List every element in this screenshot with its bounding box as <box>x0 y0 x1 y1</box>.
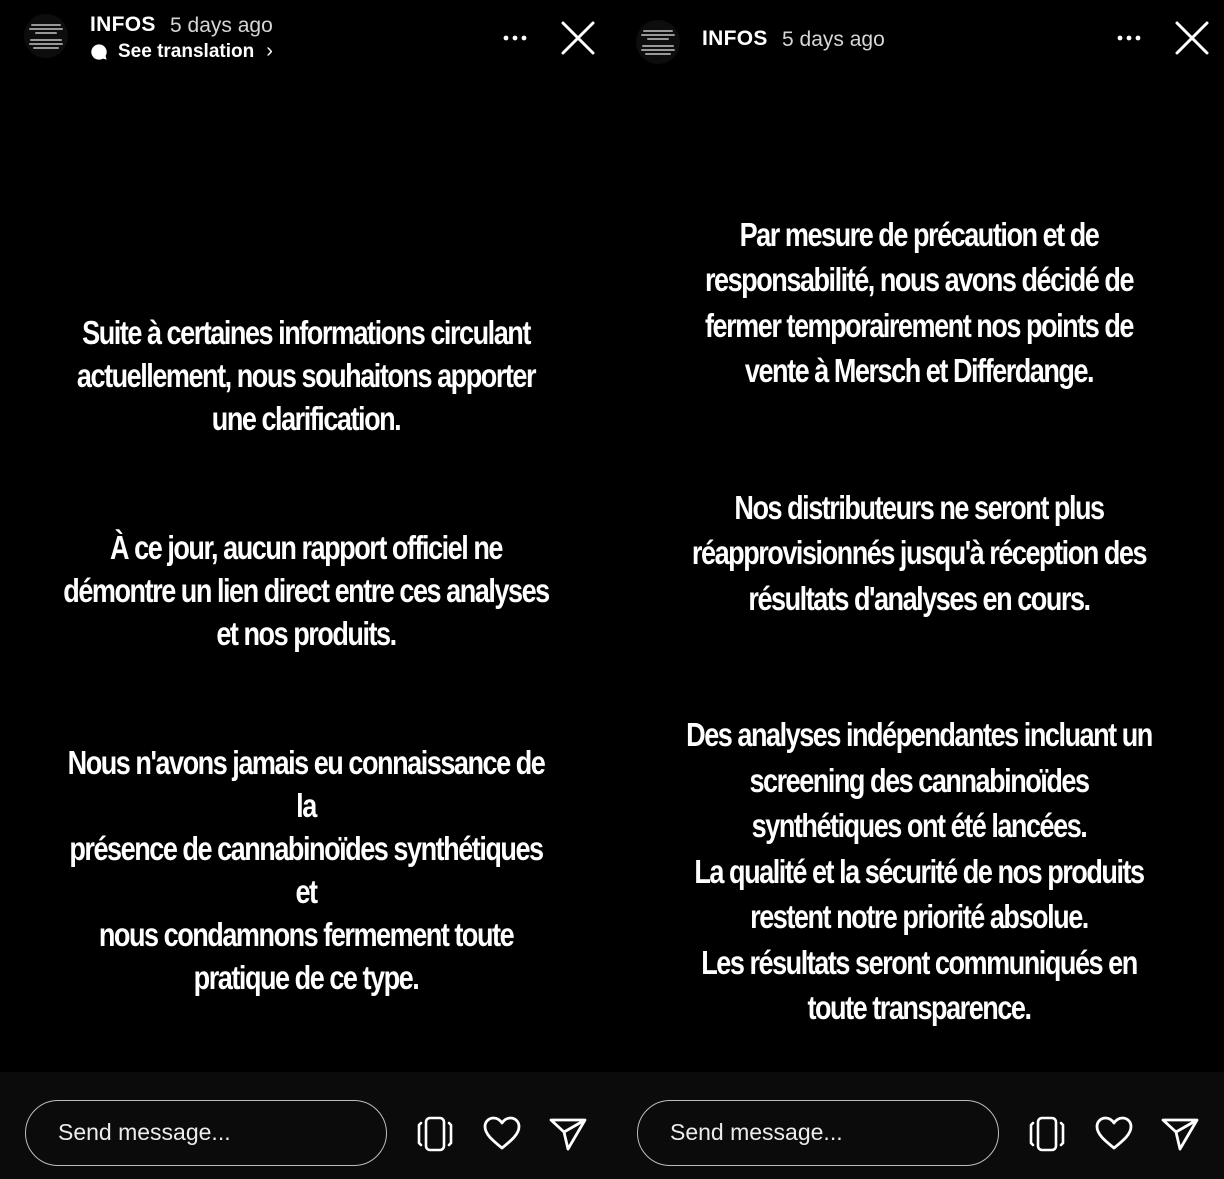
more-options-icon[interactable] <box>500 22 530 52</box>
post-time: 5 days ago <box>170 14 273 37</box>
send-message-input[interactable]: Send message... <box>637 1100 999 1166</box>
story-paragraph: Nos distributeurs ne seront plus réapprovisionnés jusqu'à réception des résultats d'analyses en cours. <box>691 488 1147 617</box>
story-paragraph: Suite à certaines informations circulant actuellement, nous souhaitons apporter une clarification. <box>76 314 536 437</box>
story-paragraph: À ce jour, aucun rapport officiel ne démontre un lien direct entre ces analyses et nos produits. <box>63 529 549 652</box>
see-translation-label: See translation <box>118 40 255 62</box>
send-message-input[interactable]: Send message... <box>25 1100 387 1166</box>
close-icon[interactable] <box>560 20 596 56</box>
heart-icon[interactable] <box>1094 1114 1134 1154</box>
close-icon[interactable] <box>1174 20 1210 56</box>
heart-icon[interactable] <box>482 1114 522 1154</box>
mention-sticker-icon[interactable] <box>1027 1114 1067 1154</box>
mention-sticker-icon[interactable] <box>415 1114 455 1154</box>
story-text <box>669 166 1169 1076</box>
avatar[interactable] <box>636 20 680 64</box>
avatar[interactable] <box>24 14 68 58</box>
account-name[interactable]: INFOS <box>702 27 768 50</box>
translate-bubble-icon <box>90 43 108 61</box>
account-name[interactable]: INFOS <box>90 13 156 36</box>
story-paragraph: Nous n'avons jamais eu connaissance de la présence de cannabinoïdes synthétiques et nous condamnons fermement toute pratique de ce type. <box>67 744 545 996</box>
send-icon[interactable] <box>548 1114 588 1154</box>
story-header <box>2 0 610 80</box>
post-time: 5 days ago <box>782 28 885 51</box>
story-header <box>614 0 1224 80</box>
story-panel-right <box>612 0 1224 1179</box>
more-options-icon[interactable] <box>1114 22 1144 52</box>
send-icon[interactable] <box>1160 1114 1200 1154</box>
see-translation-link[interactable] <box>90 40 273 63</box>
story-content[interactable] <box>2 0 610 1070</box>
chevron-right-icon: › <box>266 40 273 62</box>
story-paragraph: Des analyses indépendantes incluant un screening des cannabinoïdes synthétiques ont été lancées. La qualité et la sécurité de nos produits restent notre priorité absolue. Les résultats seront communiqués en toute transparence. <box>686 716 1152 1026</box>
story-text <box>57 268 556 1042</box>
story-paragraph: Par mesure de précaution et de responsabilité, nous avons décidé de fermer temporairement nos points de vente à Mersch et Differdange. <box>704 215 1134 389</box>
story-content[interactable] <box>614 0 1224 1070</box>
